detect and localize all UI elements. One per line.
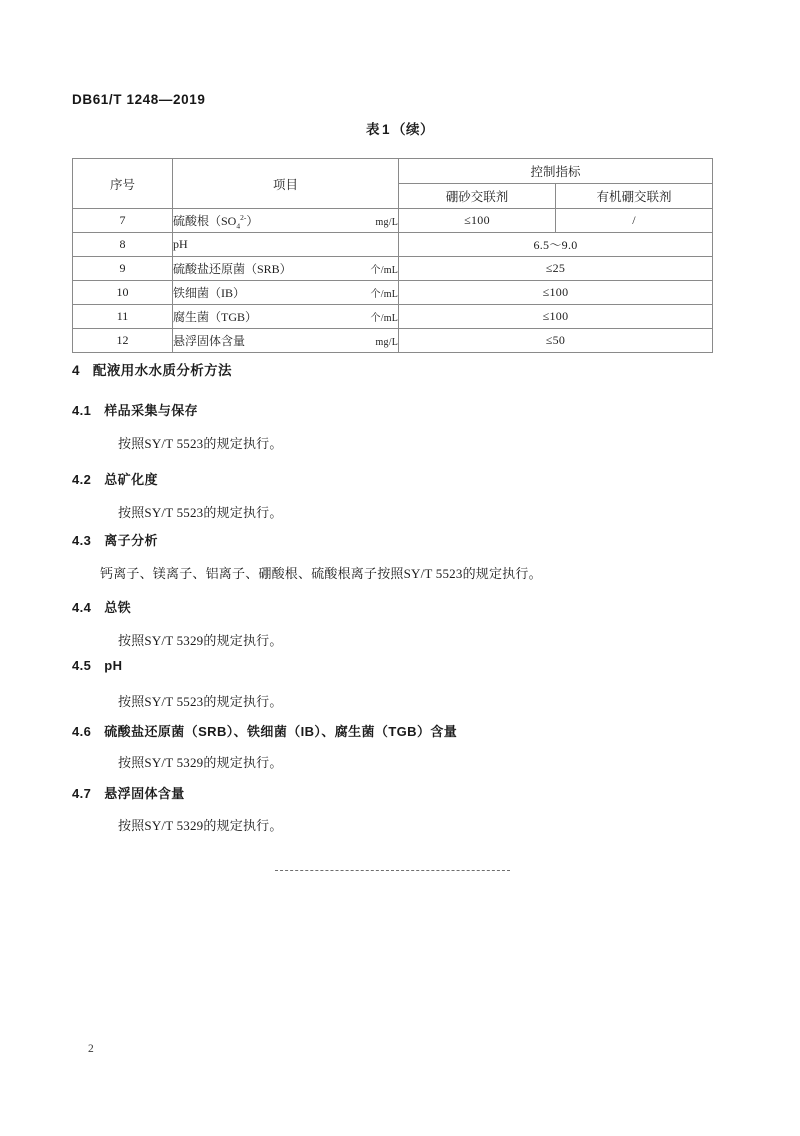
cell-item: [173, 257, 399, 281]
cell-item-unit: mg/L: [375, 217, 398, 228]
item-superscript: 2-: [240, 213, 247, 222]
cell-item-label: pH: [173, 237, 188, 251]
section-title: 硫酸盐还原菌（SRB）、铁细菌（IB）、腐生菌（TGB）含量: [104, 724, 458, 739]
cell-item-unit: 个/mL: [370, 289, 398, 300]
cell-item-label: 铁细菌（IB）: [173, 286, 246, 300]
section-body-4-1: 按照SY/T 5523的规定执行。: [118, 436, 283, 451]
section-body-4-6: 按照SY/T 5329的规定执行。: [118, 755, 283, 770]
cell-serial-no: 7: [73, 209, 173, 233]
cell-value-shared: ≤50: [399, 329, 713, 353]
section-body-4-3: 钙离子、镁离子、铝离子、硼酸根、硫酸根离子按照SY/T 5523的规定执行。: [100, 566, 542, 581]
header-serial-no: 序号: [73, 159, 173, 209]
section-body-4-2: 按照SY/T 5523的规定执行。: [118, 505, 283, 520]
section-title: 悬浮固体含量: [104, 786, 185, 801]
cell-value-organoboron: /: [556, 209, 713, 233]
table-row: [73, 305, 713, 329]
section-body-4-4: 按照SY/T 5329的规定执行。: [118, 633, 283, 648]
section-number: 4.1: [72, 403, 92, 418]
table-row: [73, 281, 713, 305]
cell-item-label: [173, 212, 258, 229]
cell-value-shared: ≤25: [399, 257, 713, 281]
table-caption-suffix: （续）: [392, 122, 434, 137]
cell-value-shared: ≤100: [399, 281, 713, 305]
cell-item-unit: mg/L: [375, 337, 398, 348]
item-subscript: 4: [236, 221, 241, 231]
section-number: 4: [72, 363, 80, 378]
water-quality-spec-table: [72, 158, 713, 353]
page-number: 2: [88, 1043, 94, 1055]
section-heading-4-7: [72, 783, 185, 802]
section-title: 总铁: [104, 600, 132, 615]
cell-serial-no: 12: [73, 329, 173, 353]
item-text: 硫酸根（SO: [173, 214, 237, 228]
cell-item: [173, 209, 399, 233]
section-title: 离子分析: [104, 533, 158, 548]
spec-table-container: [72, 158, 712, 353]
header-borax-crosslinker: 硼砂交联剂: [399, 184, 556, 209]
document-header: DB61/T 1248—2019: [72, 92, 206, 107]
section-body-4-5: 按照SY/T 5523的规定执行。: [118, 694, 283, 709]
cell-value-shared: 6.5～9.0: [399, 233, 713, 257]
section-title: 配液用水水质分析方法: [92, 363, 232, 378]
section-number: 4.4: [72, 600, 92, 615]
header-control-indicator: 控制指标: [399, 159, 713, 184]
cell-item-unit: 个/mL: [370, 265, 398, 276]
table-header-row-1: [73, 159, 713, 184]
section-title: pH: [104, 658, 123, 673]
cell-item: [173, 233, 399, 257]
cell-item: [173, 281, 399, 305]
cell-item-label: 硫酸盐还原菌（SRB）: [173, 262, 292, 276]
cell-item-label: 悬浮固体含量: [173, 334, 246, 348]
section-end-rule: [275, 870, 510, 871]
section-number: 4.7: [72, 786, 92, 801]
section-title: 样品采集与保存: [104, 403, 199, 418]
section-heading-4: [72, 359, 232, 379]
section-title: 总矿化度: [104, 472, 158, 487]
cell-serial-no: 9: [73, 257, 173, 281]
section-heading-4-1: [72, 400, 198, 419]
section-heading-4-2: [72, 469, 158, 488]
table-row: [73, 209, 713, 233]
cell-serial-no: 10: [73, 281, 173, 305]
section-body-4-7: 按照SY/T 5329的规定执行。: [118, 818, 283, 833]
section-heading-4-5: [72, 658, 122, 673]
cell-item-label: 腐生菌（TGB）: [173, 310, 258, 324]
cell-value-shared: ≤100: [399, 305, 713, 329]
section-number: 4.2: [72, 472, 92, 487]
table-body: [73, 209, 713, 353]
table-caption-prefix: 表: [365, 122, 380, 137]
section-heading-4-3: [72, 530, 158, 549]
header-organoboron-crosslinker: 有机硼交联剂: [556, 184, 713, 209]
section-number: 4.5: [72, 658, 92, 673]
section-number: 4.3: [72, 533, 92, 548]
section-number: 4.6: [72, 724, 92, 739]
item-text-tail: ）: [246, 214, 259, 228]
table-caption: [0, 118, 800, 138]
cell-item: [173, 329, 399, 353]
cell-value-borax: ≤100: [399, 209, 556, 233]
cell-serial-no: 11: [73, 305, 173, 329]
cell-serial-no: 8: [73, 233, 173, 257]
table-row: [73, 257, 713, 281]
table-head: [73, 159, 713, 209]
section-heading-4-4: [72, 597, 131, 616]
table-row: [73, 233, 713, 257]
cell-item: [173, 305, 399, 329]
cell-item-unit: 个/mL: [370, 313, 398, 324]
section-heading-4-6: [72, 721, 457, 740]
header-item: 项目: [173, 159, 399, 209]
table-caption-number: 1: [381, 122, 390, 137]
table-row: [73, 329, 713, 353]
